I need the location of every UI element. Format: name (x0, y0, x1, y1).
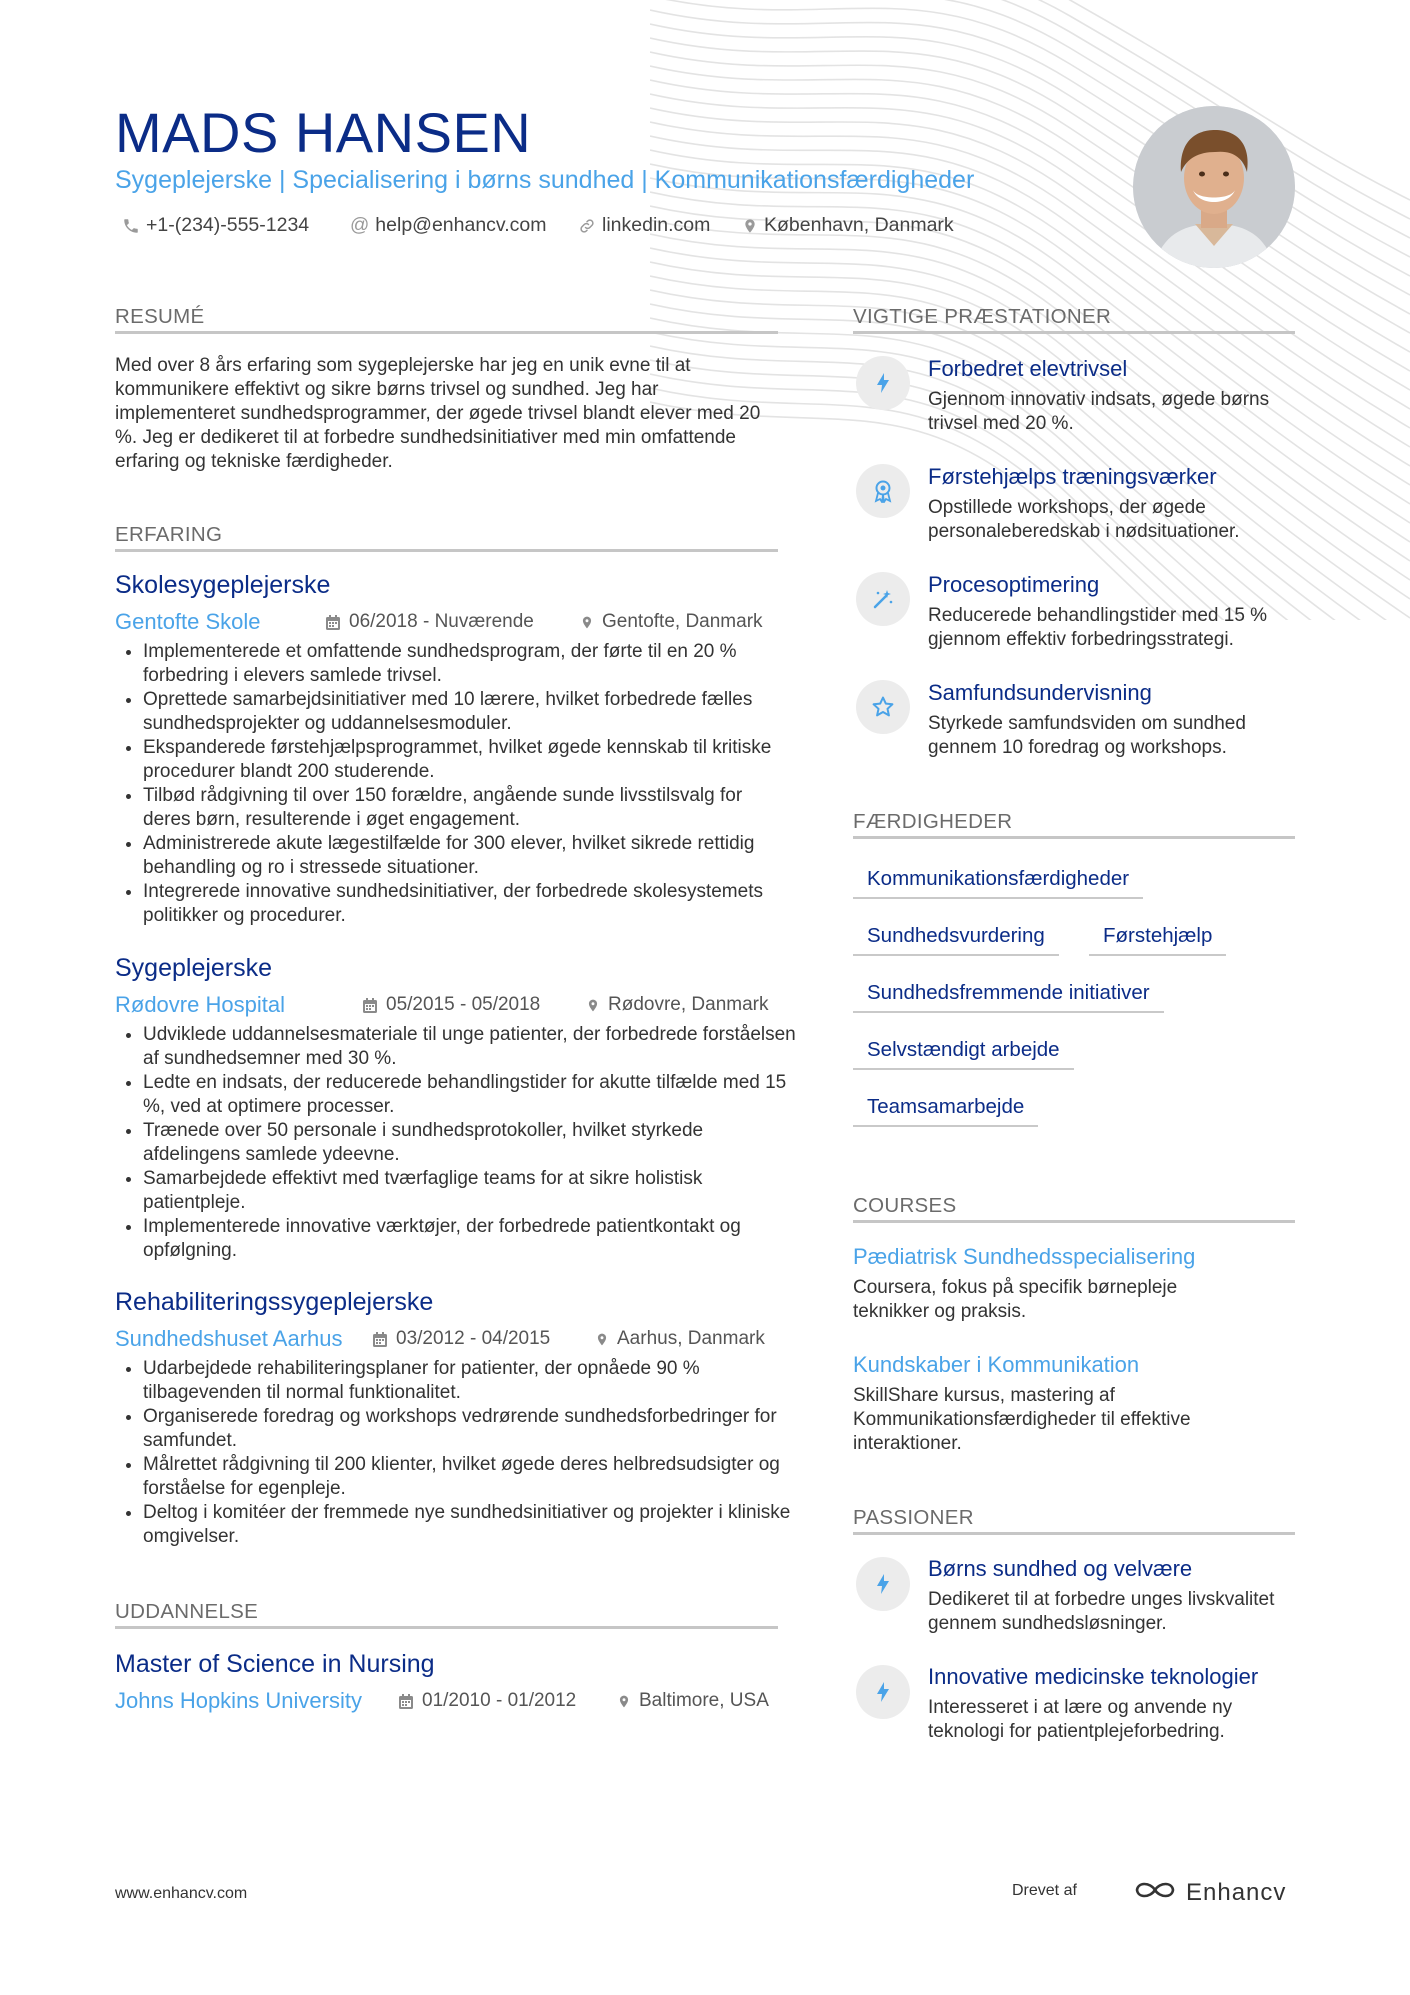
phone-icon (122, 217, 140, 235)
passion-title: Innovative medicinske teknologier (928, 1664, 1259, 1689)
job-location (586, 994, 769, 1016)
job-bullet: • Ekspanderede førstehjælpsprogrammet, hvilket øgede kennskab til kritiske procedurer blandt 200 studerende. (143, 736, 793, 784)
contact-email[interactable] (350, 214, 547, 237)
experience-divider (115, 549, 778, 552)
location-pin-icon (580, 614, 594, 631)
education-location (617, 1690, 769, 1712)
location-pin-icon (617, 1693, 631, 1710)
courses-divider (853, 1220, 1295, 1223)
skill-tag: Sundhedsfremmende initiativer (853, 981, 1164, 1013)
achievements-divider (853, 331, 1295, 334)
job-bullet: • Trænede over 50 personale i sundhedsprotokoller, hvilket styrkede afdelingens samlede ydeevne. (143, 1119, 803, 1167)
experience-section-title: ERFARING (115, 523, 223, 546)
job-bullet: • Tilbød rådgivning til over 150 forældre, angående sunde livsstilsvalg for deres børn, resulterende i øget engagement. (143, 784, 793, 832)
location-pin-icon (586, 997, 600, 1014)
infinity-logo-icon (1132, 1878, 1178, 1907)
skill-tag: Selvstændigt arbejde (853, 1038, 1074, 1070)
job-location (580, 611, 763, 633)
email-text: help@enhancv.com (375, 214, 547, 236)
job-dates-text: 06/2018 - Nuværende (349, 611, 534, 632)
skill-tag: Teamsamarbejde (853, 1095, 1038, 1127)
job-bullets (115, 1357, 803, 1549)
passions-section-title: PASSIONER (853, 1506, 974, 1529)
achievement-title: Førstehjælps træningsværker (928, 464, 1217, 489)
job-bullet: • Implementerede innovative værktøjer, der forbedrede patientkontakt og opfølgning. (143, 1215, 803, 1263)
job-location-text: Gentofte, Danmark (602, 611, 763, 632)
phone-text: +1-(234)-555-1234 (146, 214, 310, 236)
job-company: Gentofte Skole (115, 609, 261, 634)
job-company: Sundhedshuset Aarhus (115, 1326, 343, 1351)
achievement-desc: Reducerede behandlingstider med 15 % gjennom effektiv forbedringsstrategi. (928, 605, 1268, 650)
summary-text: Med over 8 års erfaring som sygeplejerske har jeg en unik evne til at kommunikere effektivt og sikre børns trivsel og sundhed. Jeg har implementeret sundhedsprogrammer, der øgede trivsel blandt elever med 20 %. Jeg er dedikeret til at forbedre sundhedsinitiativer med min omfattende erfaring og tekniske færdigheder. (115, 355, 761, 472)
job-bullet: • Deltog i komitéer der fremmede nye sundhedsinitiativer og projekter i kliniske omgivelser. (143, 1501, 803, 1549)
job-bullet: • Organiserede foredrag og workshops vedrørende sundhedsforbedringer for samfundet. (143, 1405, 803, 1453)
job-bullet: • Udarbejdede rehabiliteringsplaner for patienter, der opnåede 90 % tilbagevenden til normal funktionalitet. (143, 1357, 803, 1405)
job-bullet: • Implementerede et omfattende sundhedsprogram, der førte til en 20 % forbedring i elevers samlede trivsel. (143, 640, 793, 688)
job-bullet: • Administrerede akute lægestilfælde for 300 elever, hvilket sikrede rettidig behandling og ro i stressede situationer. (143, 832, 793, 880)
job-dates-text: 05/2015 - 05/2018 (386, 994, 541, 1015)
candidate-name: MADS HANSEN (115, 101, 532, 164)
job-location (595, 1328, 765, 1350)
school-name: Johns Hopkins University (115, 1688, 362, 1713)
location-text: København, Danmark (764, 214, 954, 236)
passion-desc: Dedikeret til at forbedre unges livskvalitet gennem sundhedsløsninger. (928, 1589, 1275, 1634)
achievement-desc: Opstillede workshops, der øgede personaleberedskab i nødsituationer. (928, 497, 1240, 542)
education-location-text: Baltimore, USA (639, 1690, 769, 1711)
summary-divider (115, 331, 778, 334)
calendar-icon (325, 614, 341, 631)
achievement-desc: Gjennom innovativ indsats, øgede børns trivsel med 20 %. (928, 389, 1270, 434)
job-bullet: • Udviklede uddannelsesmateriale til unge patienter, der forbedrede forståelsen af sundhedsemner med 30 %. (143, 1023, 803, 1071)
job-location-text: Rødovre, Danmark (608, 994, 769, 1015)
linkedin-text: linkedin.com (602, 214, 711, 236)
achievement-title: Procesoptimering (928, 572, 1100, 597)
job-bullets (115, 1023, 803, 1263)
calendar-icon (372, 1331, 388, 1348)
summary-section-title: RESUMÉ (115, 305, 205, 328)
course-title: Pædiatrisk Sundhedsspecialisering (853, 1244, 1196, 1269)
wave-line (650, 10, 1410, 295)
courses-section-title: COURSES (853, 1194, 957, 1217)
skills-divider (853, 836, 1295, 839)
at-icon: @ (350, 214, 370, 236)
passions-divider (853, 1532, 1295, 1535)
magic-wand-icon (856, 572, 910, 626)
profile-photo (1133, 106, 1295, 268)
job-dates (325, 611, 534, 633)
lightning-icon (856, 1665, 910, 1719)
job-bullet: • Ledte en indsats, der reducerede behandlingstider for akutte tilfælde med 15 %, ved at optimere processer. (143, 1071, 803, 1119)
job-bullet: • Oprettede samarbejdsinitiativer med 10 lærere, hvilket forbedrede fælles sundhedsprojekter og uddannelsesmoduler. (143, 688, 793, 736)
education-dates (398, 1690, 576, 1712)
enhancv-brand-text: Enhancv (1186, 1878, 1287, 1906)
job-title: Skolesygeplejerske (115, 571, 331, 599)
calendar-icon (398, 1693, 414, 1710)
job-bullet: • Målrettet rådgivning til 200 klienter, hvilket øgede deres helbredsudsigter og forståelse for egenpleje. (143, 1453, 803, 1501)
job-dates (372, 1328, 550, 1350)
job-bullet: • Samarbejdede effektivt med tværfaglige teams for at sikre holistisk patientpleje. (143, 1167, 803, 1215)
calendar-icon (362, 997, 378, 1014)
course-desc: SkillShare kursus, mastering af Kommunikationsfærdigheder til effektive interaktioner. (853, 1385, 1191, 1454)
location-pin-icon (595, 1331, 609, 1348)
education-divider (115, 1626, 778, 1629)
job-location-text: Aarhus, Danmark (617, 1328, 765, 1349)
education-dates-text: 01/2010 - 01/2012 (422, 1690, 577, 1711)
job-dates (362, 994, 540, 1016)
course-desc: Coursera, fokus på specifik børnepleje teknikker og praksis. (853, 1277, 1178, 1322)
footer-website[interactable]: www.enhancv.com (115, 1885, 248, 1902)
skill-tag: Sundhedsvurdering (853, 924, 1059, 956)
achievement-title: Samfundsundervisning (928, 680, 1152, 705)
candidate-subtitle: Sygeplejerske | Specialisering i børns sundhed | Kommunikationsfærdigheder (115, 166, 975, 194)
education-section-title: UDDANNELSE (115, 1600, 259, 1623)
location-pin-icon (742, 217, 758, 235)
achievement-desc: Styrkede samfundsviden om sundhed gennem 10 foredrag og workshops. (928, 713, 1246, 758)
award-icon (856, 464, 910, 518)
achievement-title: Forbedret elevtrivsel (928, 356, 1128, 381)
job-company: Rødovre Hospital (115, 992, 285, 1017)
skills-section-title: FÆRDIGHEDER (853, 810, 1013, 833)
contact-location (742, 214, 954, 237)
contact-linkedin[interactable] (578, 214, 710, 237)
passion-desc: Interesseret i at lære og anvende ny teknologi for patientplejeforbedring. (928, 1697, 1233, 1742)
footer-powered-by: Drevet af (1012, 1882, 1077, 1899)
course-title: Kundskaber i Kommunikation (853, 1352, 1140, 1377)
job-title: Rehabiliteringssygeplejerske (115, 1288, 434, 1316)
lightning-icon (856, 356, 910, 410)
job-title: Sygeplejerske (115, 954, 273, 982)
lightning-icon (856, 1557, 910, 1611)
enhancv-logo[interactable] (1132, 1878, 1286, 1907)
skill-tag: Førstehjælp (1089, 924, 1226, 956)
achievements-section-title: VIGTIGE PRÆSTATIONER (853, 305, 1112, 328)
job-dates-text: 03/2012 - 04/2015 (396, 1328, 551, 1349)
job-bullet: • Integrerede innovative sundhedsinitiativer, der forbedrede skolesystemets politikker og procedurer. (143, 880, 793, 928)
link-icon (578, 217, 596, 235)
star-icon (856, 680, 910, 734)
passion-title: Børns sundhed og velvære (928, 1556, 1193, 1581)
skill-tag: Kommunikationsfærdigheder (853, 867, 1143, 899)
job-bullets (115, 640, 793, 928)
contact-phone[interactable] (122, 214, 309, 237)
degree-title: Master of Science in Nursing (115, 1650, 435, 1678)
